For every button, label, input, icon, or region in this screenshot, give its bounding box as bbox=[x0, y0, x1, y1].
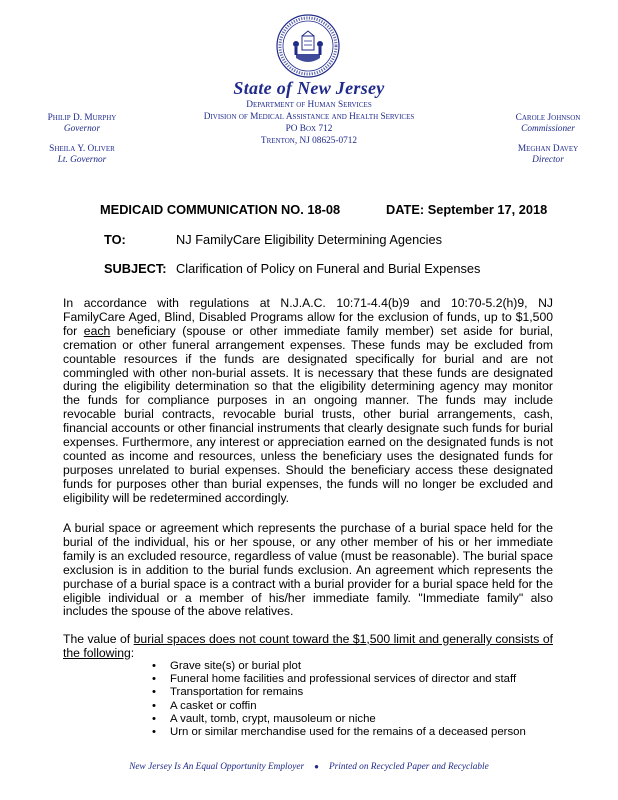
letterhead-address bbox=[150, 99, 468, 147]
bullet-icon: • bbox=[152, 673, 156, 686]
governor-name: Philip D. Murphy bbox=[47, 113, 117, 123]
lt-governor-name: Sheila Y. Oliver bbox=[49, 144, 115, 154]
p3-underlined: burial spaces does not count toward the $1,500 limit and generally consists of the following bbox=[63, 632, 553, 660]
bullet-icon: • bbox=[152, 726, 156, 739]
list-item: • Transportation for remains bbox=[152, 686, 304, 699]
burial-space-list bbox=[150, 660, 526, 739]
p3-text-a: The value of bbox=[63, 632, 134, 646]
commissioner-name: Carole Johnson bbox=[515, 113, 581, 123]
bullet-icon: • bbox=[152, 712, 156, 725]
lt-governor-title: Lt. Governor bbox=[57, 155, 107, 165]
bullet-icon: • bbox=[152, 699, 156, 712]
list-item: • A casket or coffin bbox=[152, 699, 257, 712]
state-title: State of New Jersey bbox=[233, 78, 385, 98]
subject-label: SUBJECT: bbox=[104, 261, 167, 276]
state-seal-icon bbox=[276, 14, 340, 78]
list-item: • Grave site(s) or burial plot bbox=[152, 660, 302, 672]
subject-text: Clarification of Policy on Funeral and Burial Expenses bbox=[176, 261, 481, 276]
to-label: TO: bbox=[104, 232, 126, 247]
paragraph-burial-spaces-value bbox=[63, 633, 553, 661]
to-recipients: NJ FamilyCare Eligibility Determining Agencies bbox=[176, 232, 442, 247]
director-title: Director bbox=[532, 155, 564, 165]
footer-right-text: Printed on Recycled Paper and Recyclable bbox=[328, 762, 489, 772]
bullet-icon: • bbox=[152, 660, 156, 672]
commissioner-title: Commissioner bbox=[521, 124, 575, 134]
list-item: • Urn or similar merchandise used for the remains of a deceased person bbox=[152, 726, 526, 739]
communication-number: MEDICAID COMMUNICATION NO. 18-08 bbox=[100, 202, 341, 217]
footer bbox=[0, 762, 618, 772]
footer-left-text: New Jersey Is An Equal Opportunity Employer bbox=[129, 762, 305, 772]
p1-text-a: In accordance with regulations at N.J.A.C. 10:71-4.4(b)9 and 10:70-5.2(h)9, NJ FamilyCare Aged, Blind, Disabled Programs allow for the exclusion of funds, up to $1,500 for bbox=[63, 296, 553, 338]
paragraph-burial-funds bbox=[63, 297, 553, 506]
p1-each: each bbox=[83, 323, 111, 338]
p1-text-b: beneficiary (spouse or other immediate family member) set aside for burial, cremation or other funeral arrangement expenses. These funds may be excluded from countable resources if the funds are designated specifically for burial and are not commingled with other non-burial assets. It is necessary that these funds are designated during the eligibility determination so that the eligibility determining agency may monitor the funds for compliance purposes in an ongoing manner. The funds may include revocable burial contracts, revocable burial trusts, other burial arrangements, cash, financial accounts or other financial instruments that clearly designate such funds for burial expenses. Furthermore, any interest or appreciation earned on the designated funds is not counted as income and resources, unless the beneficiary uses the designated funds for purposes unrelated to burial expenses. Should the beneficiary access these designated funds for purposes other than burial expenses, the funds will no longer be excluded and eligibility will be redetermined accordingly. bbox=[63, 323, 553, 505]
director-name: Meghan Davey bbox=[517, 144, 579, 154]
city-address: Trenton, NJ 08625-0712 bbox=[260, 136, 358, 146]
commissioner-block bbox=[488, 113, 608, 166]
governor-title: Governor bbox=[63, 124, 101, 134]
governor-block bbox=[22, 113, 142, 166]
communication-date: DATE: September 17, 2018 bbox=[386, 202, 548, 217]
list-item: • A vault, tomb, crypt, mausoleum or niche bbox=[152, 712, 376, 725]
department-name: Department of Human Services bbox=[246, 100, 372, 110]
list-item: • Funeral home facilities and professional services of director and staff bbox=[152, 673, 517, 686]
division-name: Division of Medical Assistance and Health Services bbox=[203, 112, 415, 122]
paragraph-burial-space: A burial space or agreement which represents the purchase of a burial space held for the burial of the individual, his or her spouse, or any other member of his or her immediate family is an excluded resource, regardless of value (must be reasonable). The burial space exclusion is in addition to the burial funds exclusion. An agreement which represents the purchase of a burial space is a contract with a burial provider for a burial space held for the eligible individual or a member of his/her immediate family. "Immediate family" also includes the spouse of the above relatives. bbox=[63, 521, 553, 619]
p3-text-b: : bbox=[130, 645, 135, 660]
bullet-icon: • bbox=[152, 686, 156, 699]
footer-separator-icon: ● bbox=[314, 762, 319, 771]
po-box: PO Box 712 bbox=[285, 124, 333, 134]
